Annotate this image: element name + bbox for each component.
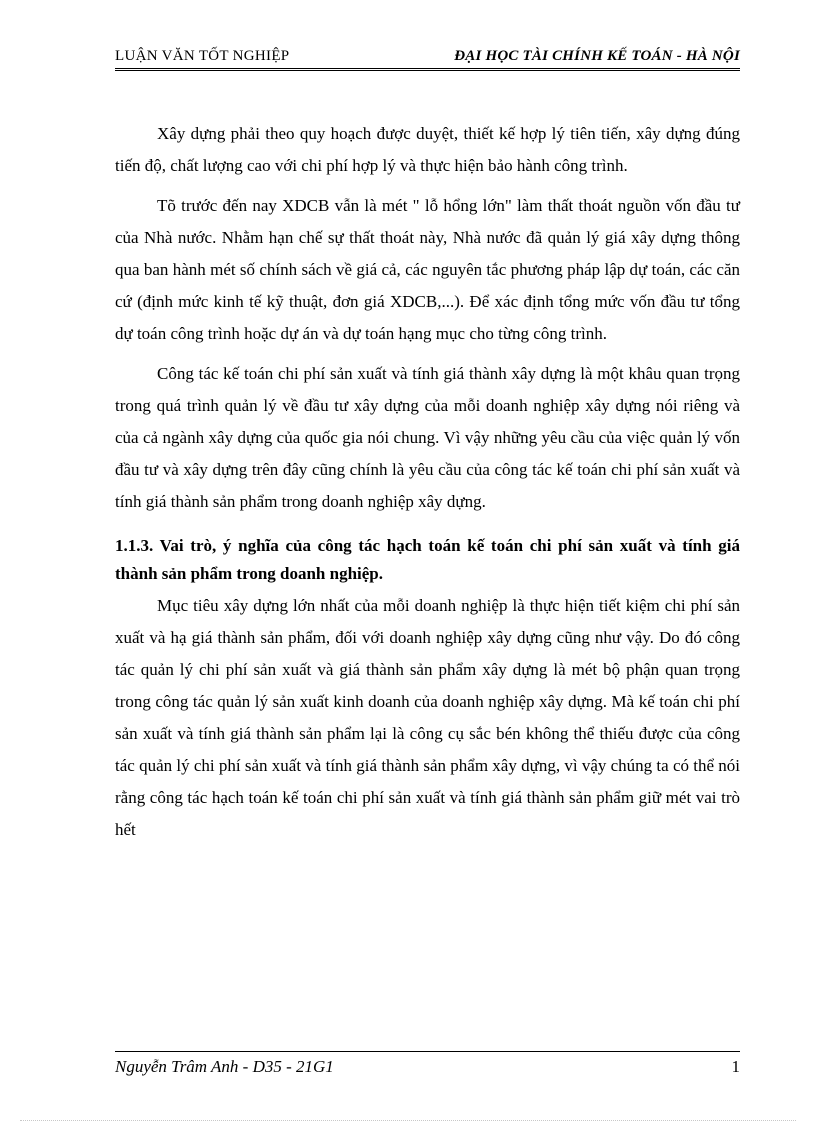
- page-number: 1: [731, 1057, 740, 1076]
- page-footer: [115, 1051, 740, 1082]
- header-thesis-label: LUẬN VĂN TỐT NGHIỆP: [115, 48, 290, 64]
- body-paragraph-3: Công tác kế toán chi phí sản xuất và tính giá thành xây dựng là một khâu quan trọng trong quá trình quản lý về đầu tư xây dựng của mỗi doanh nghiệp xây dựng nói riêng và của cả ngành xây dựng của quốc gia nói chung. Vì vậy những yêu cầu của việc quản lý vốn đầu tư và xây dựng trên đây cũng chính là yêu cầu của công tác kế toán chi phí sản xuất và tính giá thành sản phẩm trong doanh nghiệp xây dựng.: [115, 364, 740, 511]
- body-paragraph-2: Tõ trước đến nay XDCB vẫn là mét " lỗ hổng lớn" làm thất thoát nguồn vốn đầu tư của Nhà nước. Nhằm hạn chế sự thất thoát này, Nhà nước đã quản lý giá xây dựng thông qua ban hành mét số chính sách về giá cả, các nguyên tắc phương pháp lập dự toán, các căn cứ (định mức kinh tế kỹ thuật, đơn giá XDCB,...). Để xác định tổng mức vốn đầu tư tổng dự toán công trình hoặc dự án và dự toán hạng mục cho từng công trình.: [115, 196, 740, 343]
- section-paragraph: Mục tiêu xây dựng lớn nhất của mỗi doanh nghiệp là thực hiện tiết kiệm chi phí sản xuất và hạ giá thành sản phẩm, đối với doanh nghiệp xây dựng cũng như vậy. Do đó công tác quản lý chi phí sản xuất và giá thành sản phẩm xây dựng là mét bộ phận quan trọng trong công tác quản lý sản xuất kinh doanh của doanh nghiệp xây dựng. Mà kế toán chi phí sản xuất và tính giá thành sản phẩm lại là công cụ sắc bén không thể thiếu được của công tác quản lý chi phí sản xuất và tính giá thành sản phẩm xây dựng, vì vậy chúng ta có thể nói rằng công tác hạch toán kế toán chi phí sản xuất và tính giá thành sản phẩm giữ mét vai trò hết: [115, 596, 740, 839]
- footer-author: Nguyễn Trâm Anh - D35 - 21G1: [115, 1057, 334, 1076]
- header-university-label: ĐẠI HỌC TÀI CHÍNH KẾ TOÁN - HÀ NỘI: [454, 48, 740, 64]
- page-bottom-edge: [20, 1120, 796, 1121]
- section-heading: 1.1.3. Vai trò, ý nghĩa của công tác hạch toán kế toán chi phí sản xuất và tính giá thành sản phẩm trong doanh nghiệp.: [115, 536, 740, 583]
- page-body: [115, 118, 740, 846]
- body-paragraph-1: Xây dựng phải theo quy hoạch được duyệt, thiết kế hợp lý tiên tiến, xây dựng đúng tiến độ, chất lượng cao với chi phí hợp lý và thực hiện bảo hành công trình.: [115, 124, 740, 175]
- page-header: [115, 46, 740, 71]
